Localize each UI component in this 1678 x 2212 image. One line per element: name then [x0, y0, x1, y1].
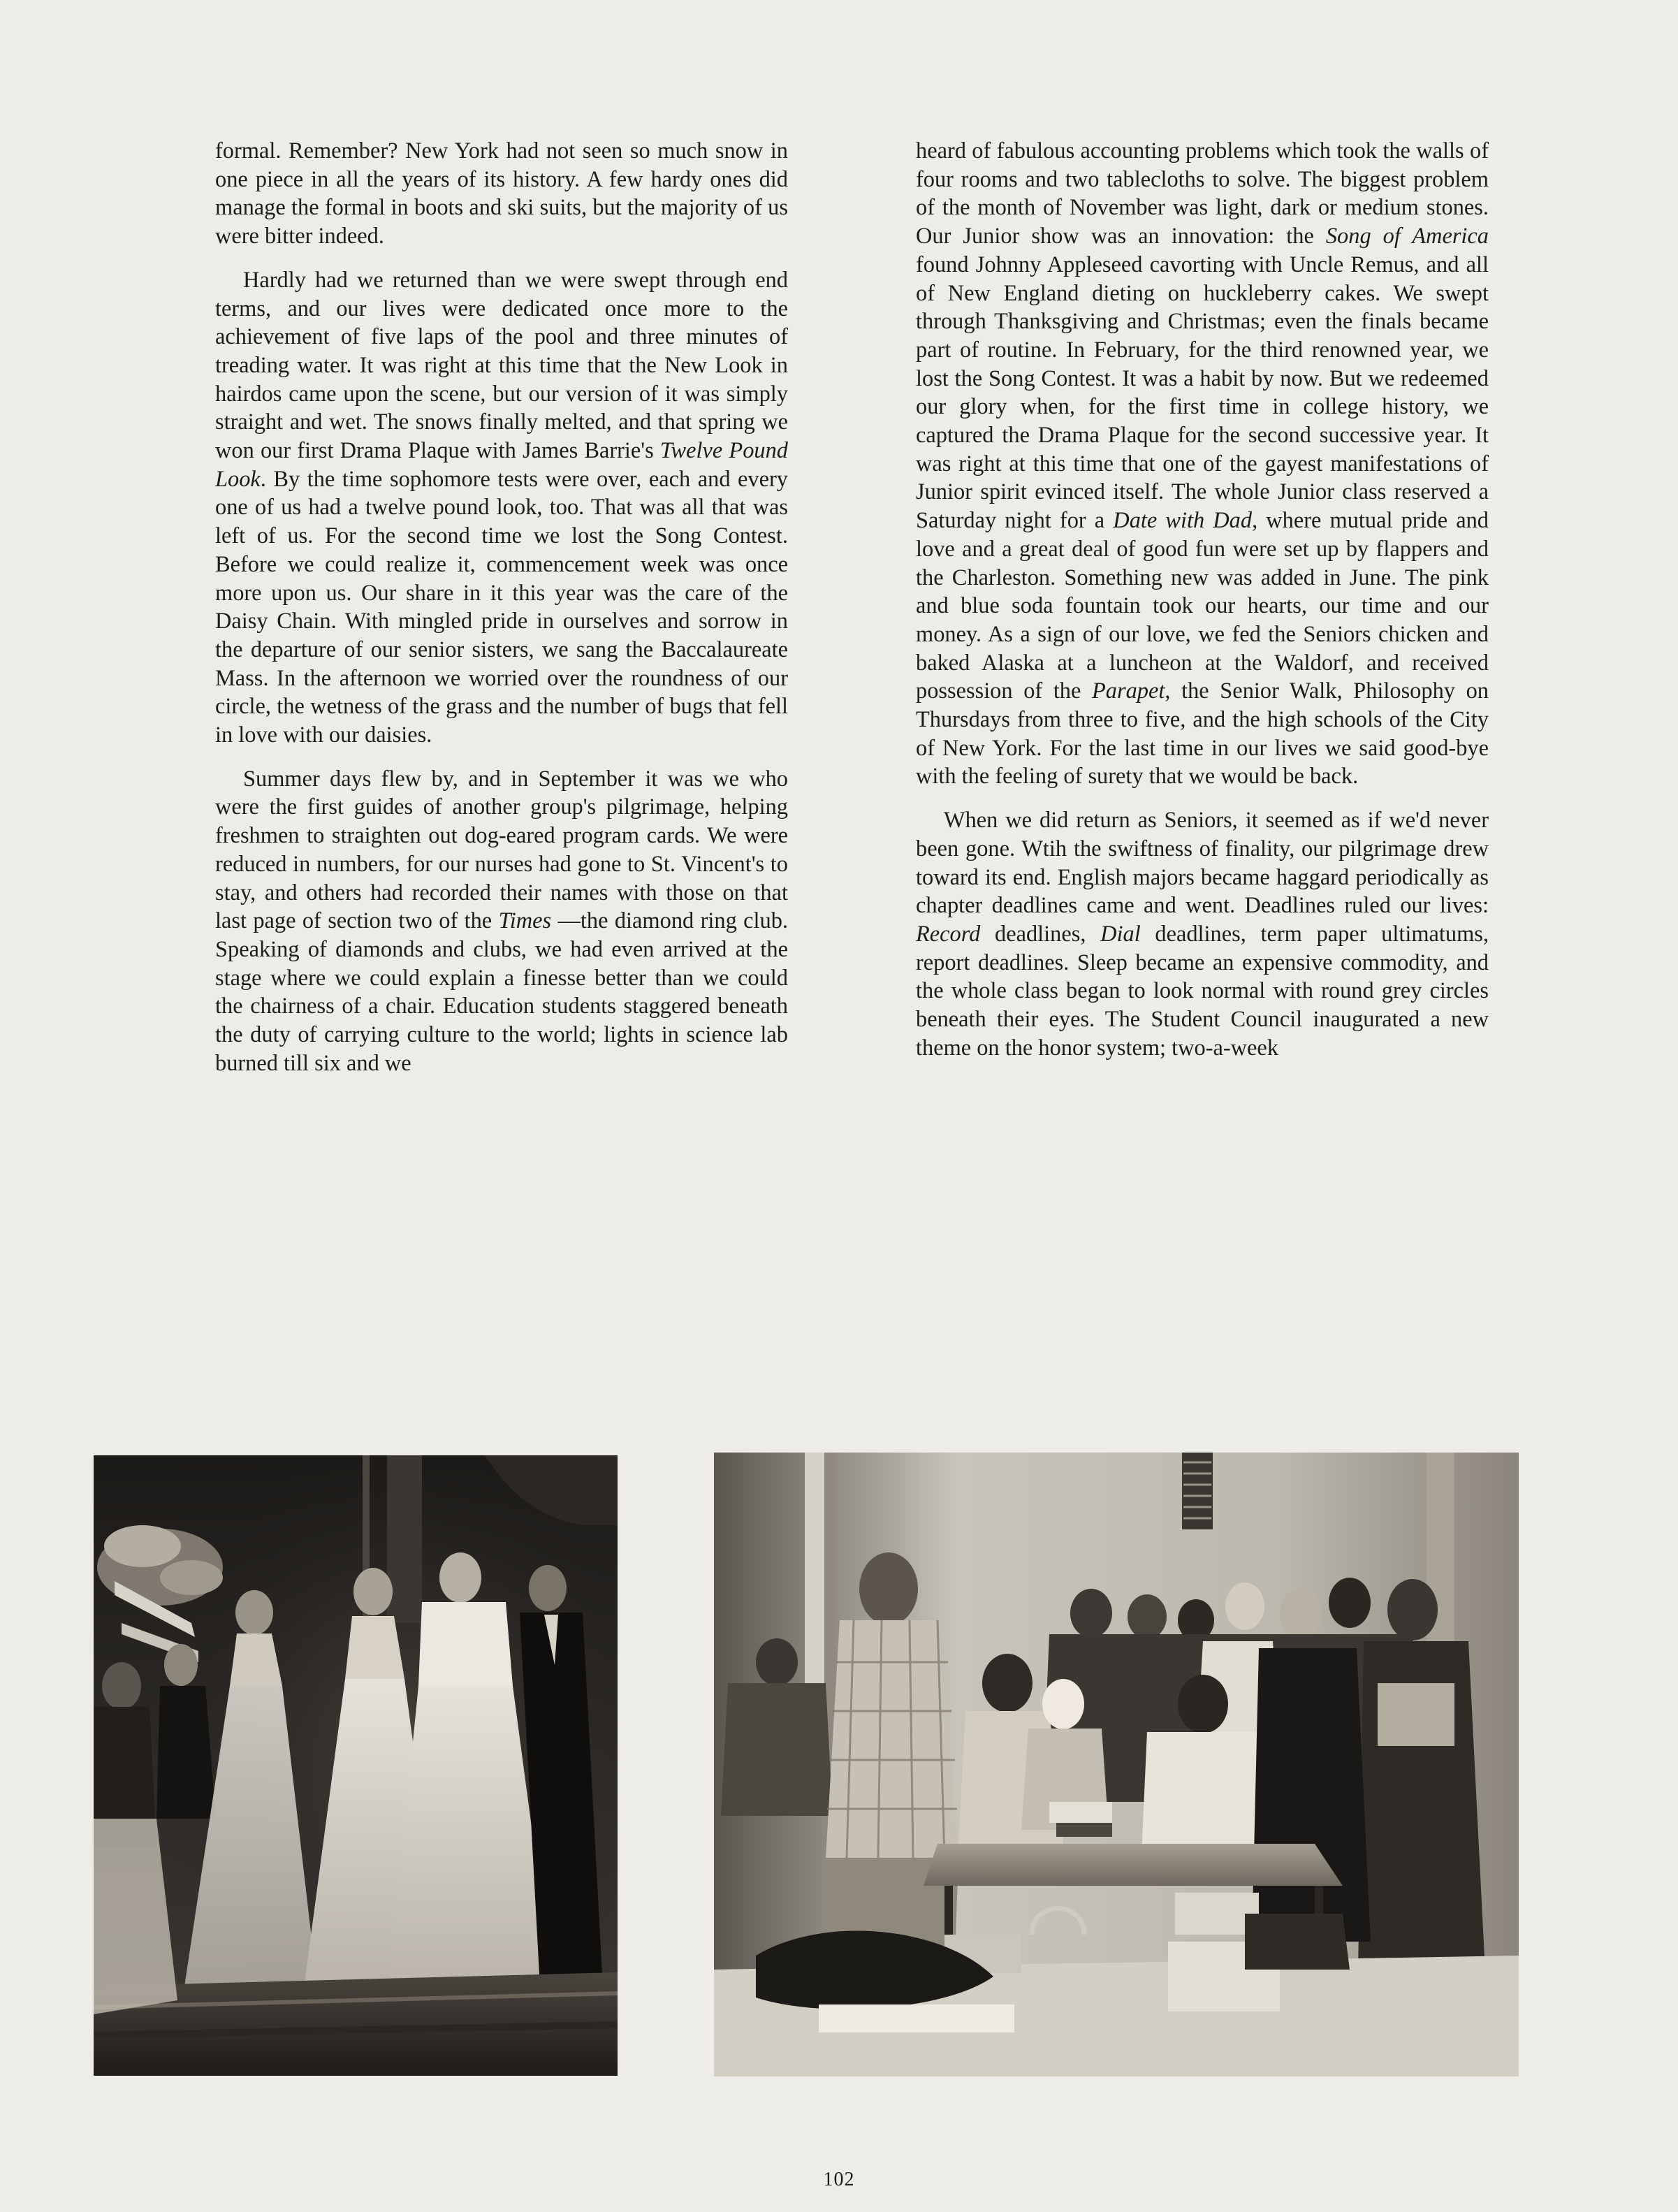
left-p3-text-b: —the diamond ring club. Speaking of diamonds and clubs, we had even arrived at the stage where we could explain a finesse better than we could the chairness of a chair. Education students staggered beneath the duty of carrying culture to the world; lights in science lab burned till six and we: [215, 908, 788, 1076]
left-p3-title-times: Times: [498, 908, 552, 934]
right-p2-text-b: deadlines,: [980, 921, 1101, 947]
right-p1-text-b: found Johnny Appleseed cavorting with Uncle Remus, and all of New England dieting on huckleberry cakes. We swept through Thanksgiving and Christmas; even the finals became part of routine. In February, for the third renowned year, we lost the Song Contest. It was a habit by now. But we redeemed our glory when, for the first time in college history, we captured the Drama Plaque for the second successive year. It was right at this time that one of the gayest manifestations of Junior spirit evinced itself. The whole Junior class reserved a Saturday night for a: [916, 252, 1489, 534]
left-p3-text-a: Summer days flew by, and in September it was we who were the first guides of another group's pilgrimage, helping freshmen to straighten out dog-eared program cards. We were reduced in numbers, for our nurses had gone to St. Vincent's to stay, and others had recorded their names with those on that last page of section two of the: [215, 766, 788, 934]
right-text-column: [916, 137, 1489, 1063]
formal-dance-photo: [94, 1455, 618, 2076]
right-paragraph-2: [916, 806, 1489, 1062]
left-paragraph-1: formal. Remember? New York had not seen so much snow in one piece in all the years of its history. A few hardy ones did manage the formal in boots and ski suits, but the majority of us were bitter indeed.: [215, 138, 788, 249]
right-p2-text-c: deadlines, term paper ultimatums, report deadlines. Sleep became an expensive commodity, and the whole class began to look normal with round grey circles beneath their eyes. The Student Council inaugurated a new theme on the honor system; two-a-week: [916, 921, 1489, 1061]
left-p2-title-twelve-pound-look: Twelve Pound Look: [215, 438, 789, 492]
left-paragraph-2: [215, 266, 788, 750]
right-p1-text-d: , the Senior Walk, Philosophy on Thursdays from three to five, and the high schools of the City of New York. For the last time in our lives we said good-bye with the feeling of surety that we would be back.: [916, 678, 1489, 790]
formal-dance-photo-image: [94, 1455, 618, 2076]
right-paragraph-1: [916, 137, 1489, 791]
right-p1-text-a: heard of fabulous accounting problems which took the walls of four rooms and two tablecloths to solve. The biggest problem of the month of November was light, dark or medium stones. Our Junior show was an innovation: the: [916, 138, 1489, 249]
left-p2-text-b: . By the time sophomore tests were over, each and every one of us had a twelve pound look, too. That was all that was left of us. For the second time we lost the Song Contest. Before we could realize it, commencement week was once more upon us. Our share in it this year was the care of the Daisy Chain. With mingled pride in ourselves and sorrow in the departure of our senior sisters, we sang the Baccalaureate Mass. In the afternoon we worried over the roundness of our circle, the wetness of the grass and the number of bugs that fell in love with our daisies.: [215, 466, 788, 748]
left-text-column: [215, 137, 788, 1078]
students-table-photo: [714, 1453, 1519, 2076]
right-p1-text-c: , where mutual pride and love and a great deal of good fun were set up by flappers and the Charleston. Something new was added in June. The pink and blue soda fountain took our hearts, our time and our money. As a sign of our love, we fed the Seniors chicken and baked Alaska at a luncheon at the Waldorf, and received possession of the: [916, 508, 1489, 704]
left-p2-text-a: Hardly had we returned than we were swept through end terms, and our lives were dedicated once more to the achievement of five laps of the pool and three minutes of treading water. It was right at this time that the New Look in hairdos came upon the scene, but our version of it was simply straight and wet. The snows finally melted, and that spring we won our first Drama Plaque with James Barrie's: [215, 267, 788, 464]
right-p2-text-a: When we did return as Seniors, it seemed as if we'd never been gone. Wtih the swiftness of finality, our pilgrimage drew toward its end. English majors became haggard periodically as chapter deadlines came and went. Deadlines ruled our lives:: [916, 808, 1489, 919]
right-p1-title-date-with-dad: Date with Dad: [1113, 508, 1253, 534]
right-p2-title-record: Record: [916, 921, 981, 947]
page-number: 102: [823, 2169, 855, 2190]
left-paragraph-3: [215, 765, 788, 1078]
students-table-photo-image: [714, 1453, 1519, 2076]
right-p1-title-song-of-america: Song of America: [1325, 224, 1489, 249]
right-p2-title-dial: Dial: [1100, 921, 1141, 947]
right-p1-title-parapet: Parapet: [1092, 678, 1165, 704]
